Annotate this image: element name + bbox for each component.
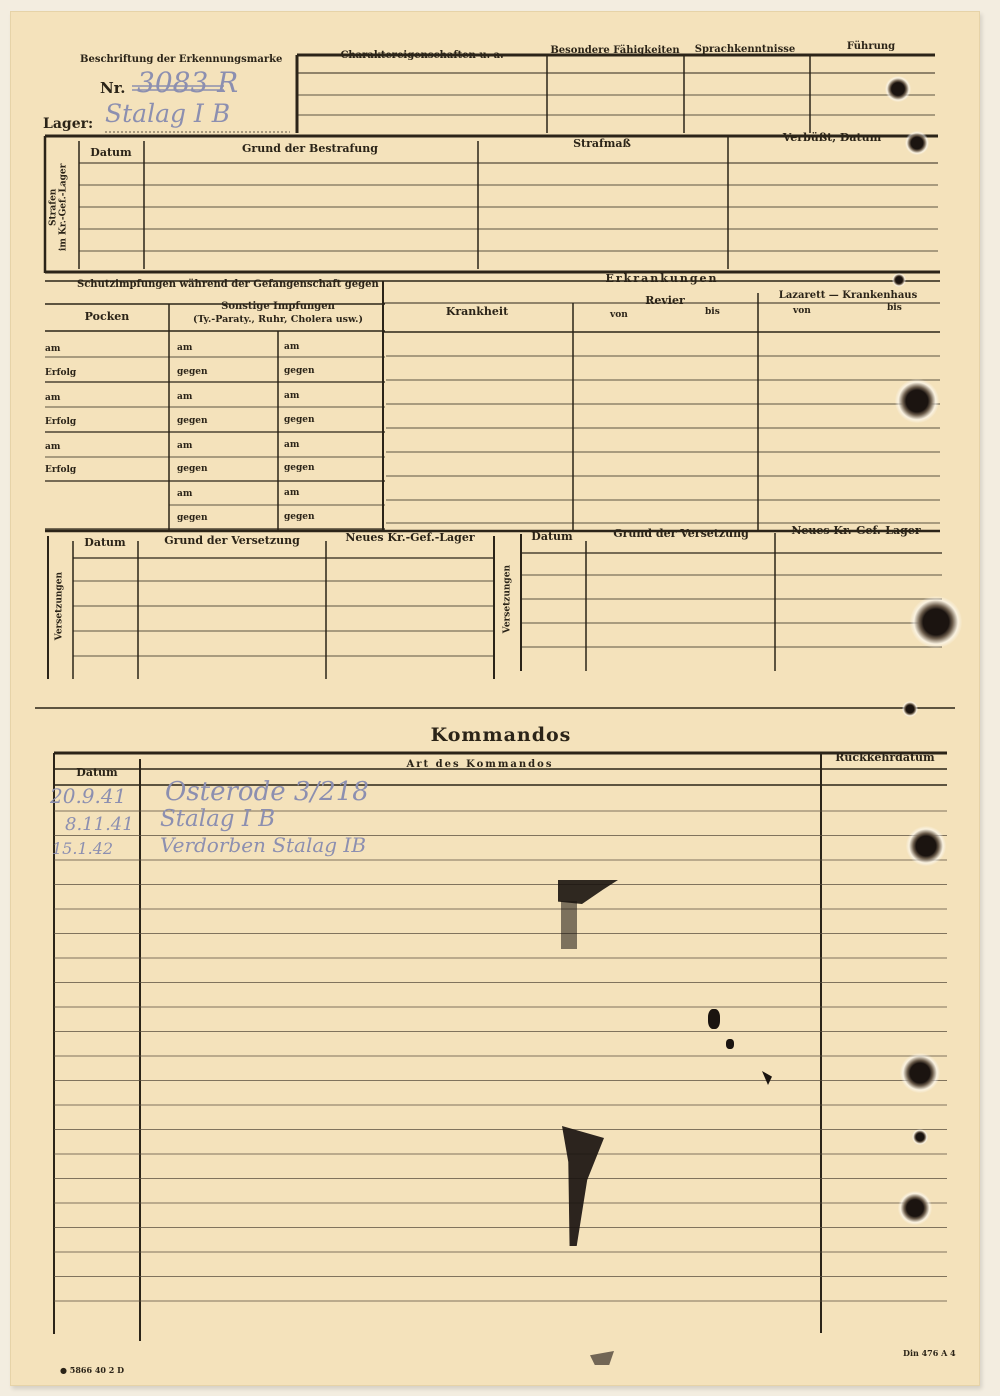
ink-stain	[708, 1009, 720, 1029]
erkrankungen-lazarett-header: Lazarett — Krankenhaus	[778, 290, 918, 301]
impf-am-1: am	[45, 344, 61, 354]
col-sprachen: Sprachkenntnisse	[694, 44, 796, 55]
impf-s-gegen-4a: gegen	[177, 513, 208, 523]
vers-left-grund: Grund der Versetzung	[164, 534, 300, 547]
lazarett-von: von	[793, 306, 811, 316]
erkrankungen-revier-header: Revier	[645, 294, 685, 307]
nr-handwritten: 3083 R	[137, 66, 239, 99]
lager-handwritten: Stalag I B	[105, 99, 231, 128]
impf-sonstige-subheader: (Ty.-Paraty., Ruhr, Cholera usw.)	[193, 314, 363, 325]
revier-von: von	[610, 310, 628, 320]
impf-s-am-2b: am	[284, 391, 300, 401]
kommando-row-3-art: Verdorben Stalag IB	[160, 833, 367, 857]
form-grid	[10, 11, 980, 1386]
tag-label: Beschriftung der Erkennungsmarke	[80, 54, 283, 65]
impf-s-gegen-3b: gegen	[284, 463, 315, 473]
kommando-row-2-art: Stalag I B	[160, 806, 276, 832]
kommandos-rueckkehr-header: Rückkehrdatum	[835, 751, 935, 764]
punch-hole	[892, 273, 906, 287]
impf-s-am-4a: am	[177, 489, 193, 499]
vers-right-neues: Neues Kr.-Gef.-Lager	[791, 524, 921, 537]
impf-erfolg-1: Erfolg	[45, 368, 77, 378]
punch-hole	[906, 826, 946, 866]
versetzungen-side-label-right: Versetzungen	[502, 565, 513, 634]
kommando-row-1-art: Osterode 3/218	[165, 777, 369, 807]
impf-erfolg-3: Erfolg	[45, 465, 77, 475]
strafen-strafmass-header: Strafmaß	[573, 137, 631, 150]
kommando-row-3-datum: 15.1.42	[52, 839, 114, 858]
impf-am-2: am	[45, 393, 61, 403]
impf-s-gegen-4b: gegen	[284, 512, 315, 522]
punch-hole	[905, 131, 929, 155]
revier-bis: bis	[705, 307, 720, 317]
lazarett-bis: bis	[887, 303, 902, 313]
punch-hole	[898, 1191, 932, 1225]
punch-hole	[910, 596, 962, 648]
impf-s-gegen-1a: gegen	[177, 367, 208, 377]
punch-hole	[900, 1053, 940, 1093]
impf-title: Schutzimpfungen während der Gefangenschaft gegen	[77, 279, 379, 290]
impf-s-am-1a: am	[177, 343, 193, 353]
kommandos-datum-header: Datum	[76, 766, 118, 779]
impf-pocken-header: Pocken	[84, 310, 130, 323]
vers-left-neues: Neues Kr.-Gef.-Lager	[345, 531, 475, 544]
punch-hole	[885, 76, 911, 102]
erkrankungen-krankheit-header: Krankheit	[445, 305, 509, 318]
nr-strikethrough	[132, 82, 227, 94]
lager-label: Lager:	[43, 116, 94, 132]
col-charakter: Charaktereigenschaften u. a.	[340, 50, 504, 61]
versetzungen-side-label-left: Versetzungen	[54, 572, 65, 641]
col-faehigkeiten: Besondere Fähigkeiten	[550, 45, 680, 56]
ink-stain	[561, 901, 577, 949]
din-format: Din 476 A 4	[903, 1348, 956, 1358]
impf-am-3: am	[45, 442, 61, 452]
impf-s-am-2a: am	[177, 392, 193, 402]
erkrankungen-title: Erkrankungen	[605, 272, 719, 285]
strafen-side-label: Strafen im Kr.-Gef.-Lager	[48, 163, 69, 252]
vers-right-datum: Datum	[531, 530, 573, 543]
kommando-row-1-datum: 20.9.41	[50, 784, 127, 808]
nr-label: Nr.	[100, 79, 126, 97]
impf-s-am-4b: am	[284, 488, 300, 498]
impf-s-gegen-2a: gegen	[177, 416, 208, 426]
impf-s-am-1b: am	[284, 342, 300, 352]
vers-left-datum: Datum	[84, 536, 126, 549]
impf-erfolg-2: Erfolg	[45, 417, 77, 427]
strafen-datum-header: Datum	[90, 146, 132, 159]
impf-s-am-3b: am	[284, 440, 300, 450]
kommandos-art-header: Art des Kommandos	[406, 759, 554, 770]
vers-right-grund: Grund der Versetzung	[613, 527, 749, 540]
impf-s-gegen-2b: gegen	[284, 415, 315, 425]
col-fuehrung: Führung	[846, 41, 896, 52]
kommandos-title: Kommandos	[430, 724, 572, 746]
punch-hole	[895, 379, 939, 423]
ink-stain	[726, 1039, 734, 1049]
impf-sonstige-header: Sonstige Impfungen	[221, 301, 335, 312]
impf-s-am-3a: am	[177, 441, 193, 451]
kommando-row-2-datum: 8.11.41	[65, 814, 134, 835]
punch-hole	[912, 1129, 928, 1145]
impf-s-gegen-3a: gegen	[177, 464, 208, 474]
record-card-sheet	[10, 11, 980, 1386]
print-code: ● 5866 40 2 D	[60, 1365, 125, 1375]
strafen-grund-header: Grund der Bestrafung	[242, 142, 378, 155]
strafen-verbuesst-header: Verbüßt, Datum	[782, 131, 882, 144]
impf-s-gegen-1b: gegen	[284, 366, 315, 376]
punch-hole	[902, 701, 918, 717]
